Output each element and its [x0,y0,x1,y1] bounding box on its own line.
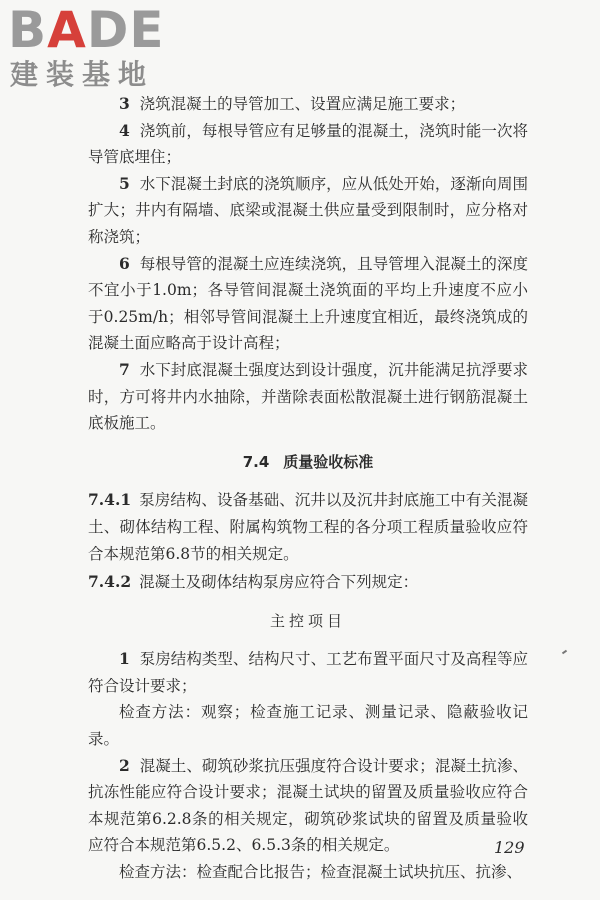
list-item: 7 水下封底混凝土强度达到设计强度，沉井能满足抗浮要求时，方可将井内水抽除，并凿除表面松散混凝土进行钢筋混凝土底板施工。 [88,359,528,433]
list-item: 1 泵房结构类型、结构尺寸、工艺布置平面尺寸及高程等应符合设计要求； [88,649,528,695]
logo-subtitle: 建装基地 [10,58,155,91]
page-number: 129 [494,838,525,857]
bade-logo [8,1,178,92]
logo-wordmark: BADE [8,1,165,59]
section-heading: 7.4 质量验收标准 [242,452,374,471]
page-body [88,91,528,886]
clause: 7.4.2 混凝土及砌体结构泵房应符合下列规定： [88,572,419,592]
list-item: 2 混凝土、砌筑砂浆抗压强度符合设计要求；混凝土抗渗、抗冻性能应符合设计要求；混凝土试块的留置及质量验收应符合本规范第6.2.8条的相关规定，砌筑砂浆试块的留置及质量验收应符合本规范第6.5.2、6.5.3条的相关规定。 [88,755,528,855]
list-item: 5 水下混凝土封底的浇筑顺序，应从低处开始，逐渐向周围扩大；井内有隔墙、底梁或混凝土供应量受到限制时，应分格对称浇筑； [88,173,528,246]
check-method: 检查方法：检查配合比报告；检查混凝土试块抗压、抗渗、 [119,863,523,882]
list-item: 4 浇筑前，每根导管应有足够量的混凝土，浇筑时能一次将导管底埋住； [88,120,528,167]
clause: 7.4.1 泵房结构、设备基础、沉井以及沉井封底施工中有关混凝土、砌体结构工程、附属构筑物工程的各分项工程质量验收应符合本规范第6.8节的相关规定。 [88,490,528,563]
list-item: 3 浇筑混凝土的导管加工、设置应满足施工要求； [119,94,466,113]
check-method: 检查方法：观察；检查施工记录、测量记录、隐蔽验收记录。 [88,703,528,749]
main-control-heading: 主控项目 [269,611,346,630]
scan-speck [562,650,567,655]
list-item: 6 每根导管的混凝土应连续浇筑，且导管埋入混凝土的深度不宜小于1.0m；各导管间混凝土浇筑面的平均上升速度不应小于0.25m/h；相邻导管间混凝土上升速度宜相近，最终浇筑成的混凝土面应略高于设计高程； [88,253,528,353]
